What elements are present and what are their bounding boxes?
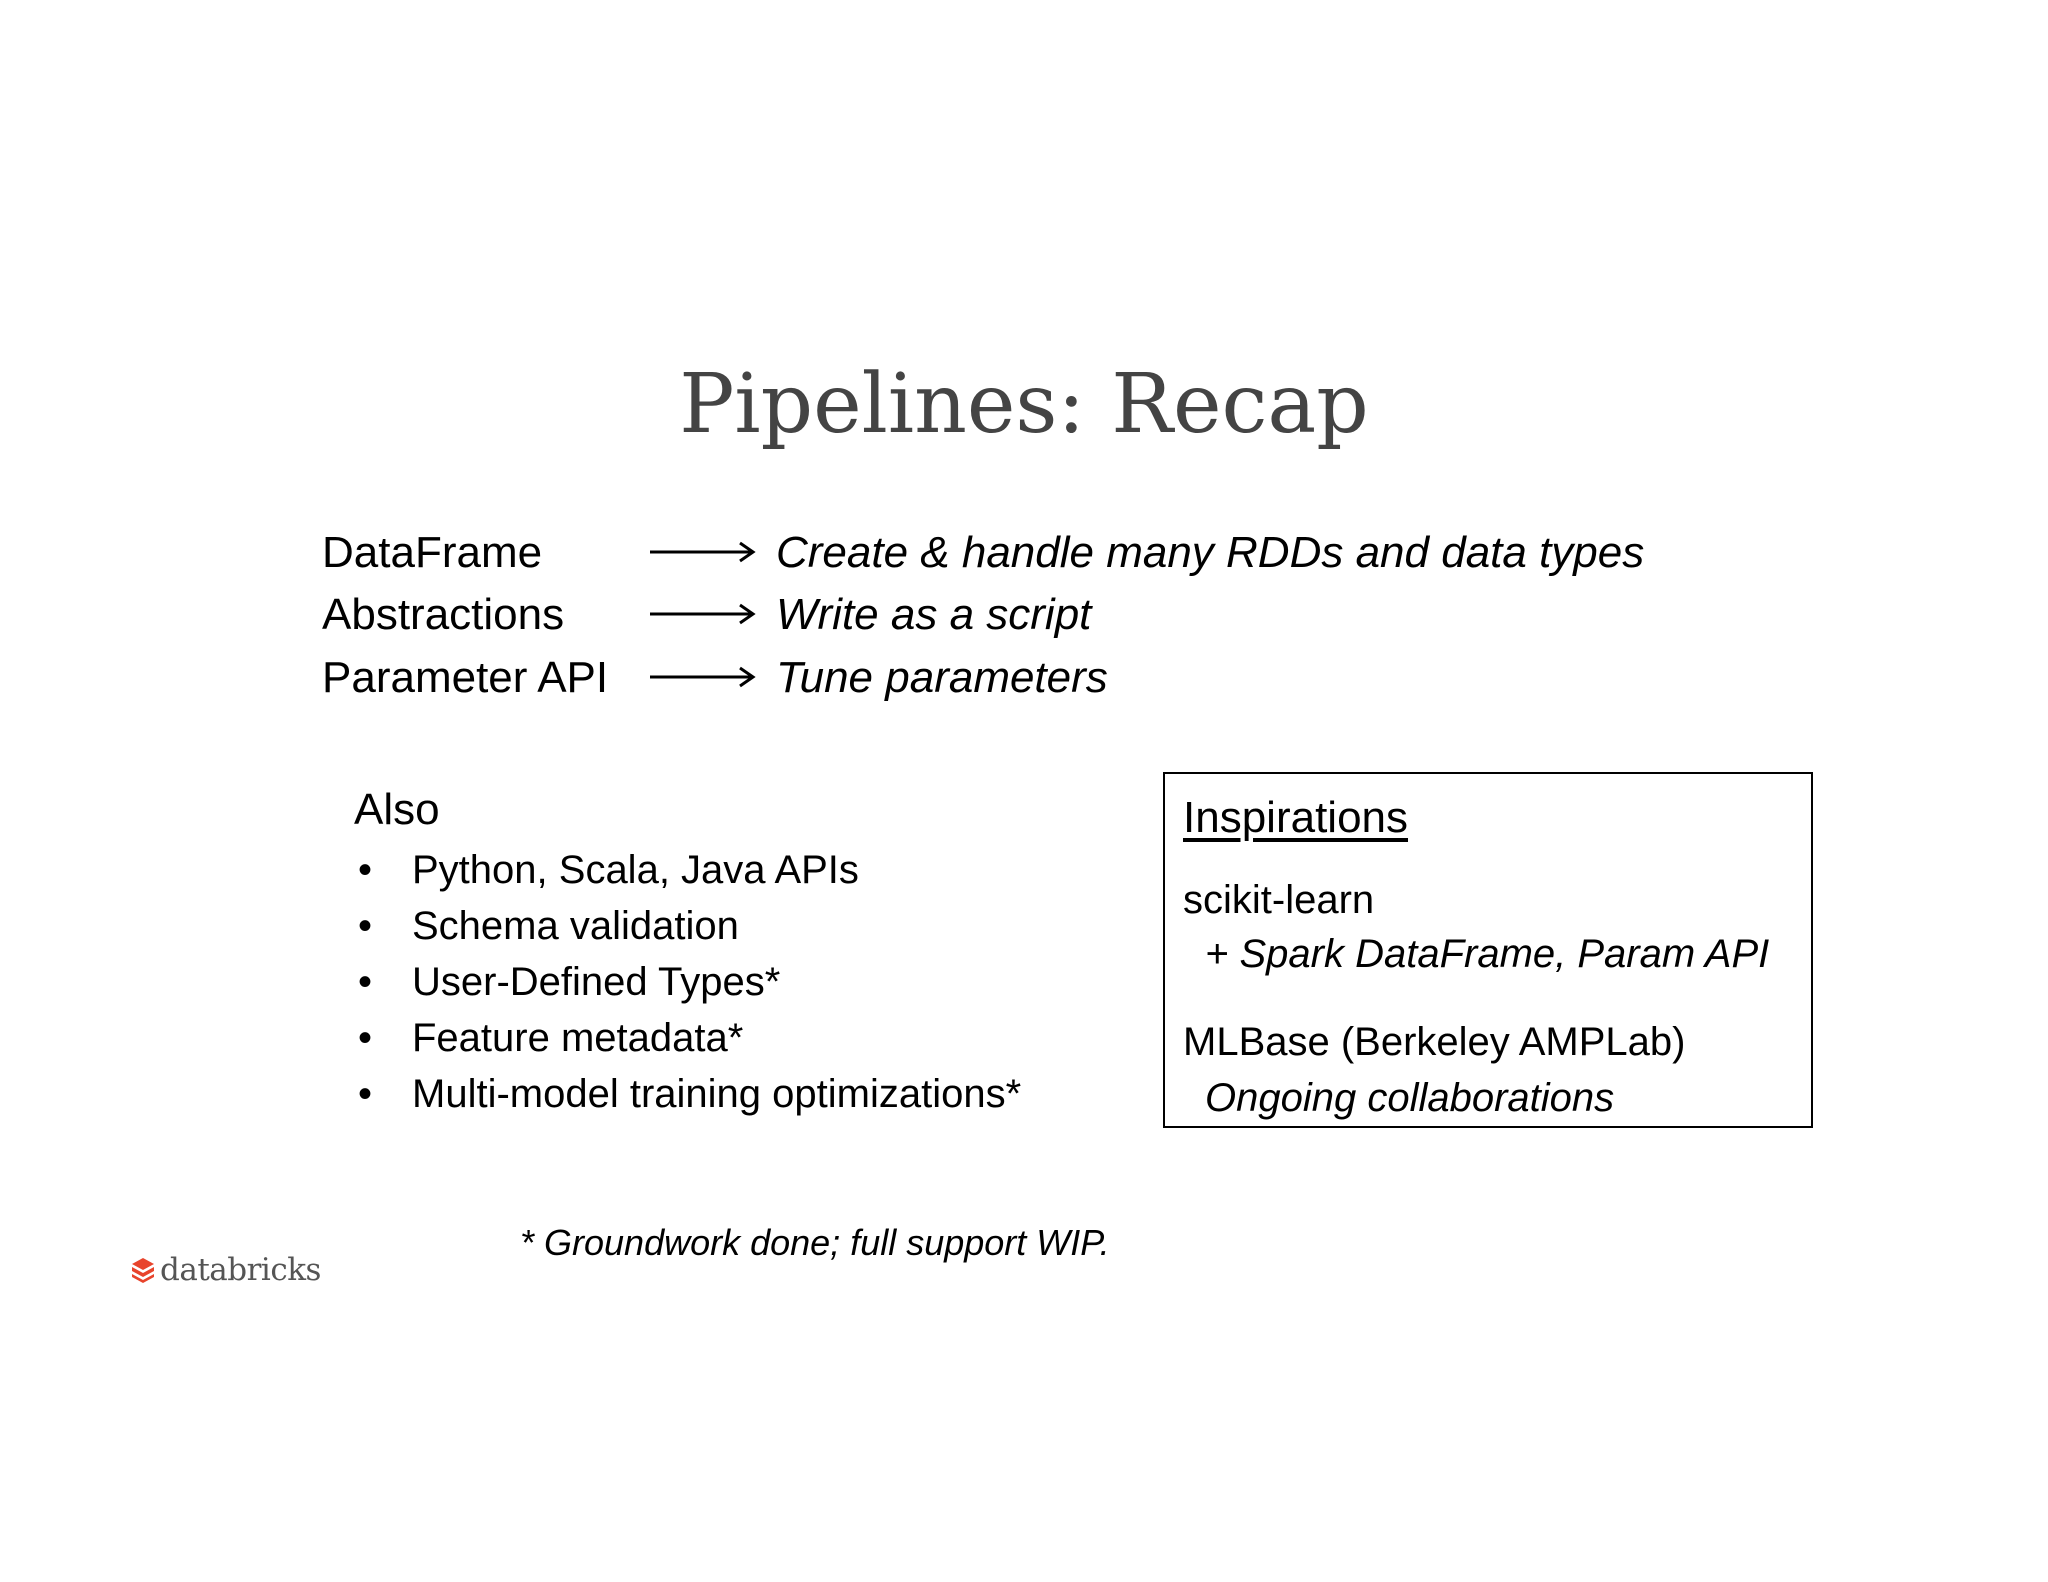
mapping-row-parameter-api [322, 648, 1822, 708]
databricks-logo [130, 1250, 321, 1290]
right-arrow-icon [648, 662, 758, 692]
databricks-logo-icon [130, 1256, 156, 1284]
list-item [354, 954, 1021, 1010]
list-item-text: Multi-model training optimizations* [412, 1072, 1022, 1116]
right-arrow-icon [648, 537, 758, 567]
mapping-description: Write as a script [776, 590, 1092, 639]
right-arrow-icon [648, 599, 758, 629]
list-item [354, 1010, 1021, 1066]
list-item [354, 842, 1021, 898]
mapping-row-dataframe [322, 523, 1822, 583]
mapping-term: DataFrame [322, 528, 543, 577]
bullet-icon: • [358, 1072, 373, 1116]
inspiration-line: scikit-learn [1183, 878, 1375, 922]
inspirations-heading: Inspirations [1183, 793, 1409, 842]
bullet-icon: • [358, 848, 373, 892]
mapping-description: Tune parameters [776, 653, 1108, 702]
inspiration-line: Ongoing collaborations [1205, 1076, 1615, 1120]
mapping-description: Create & handle many RDDs and data types [776, 528, 1645, 577]
bullet-icon: • [358, 1016, 373, 1060]
list-item [354, 1066, 1021, 1122]
inspiration-line: + Spark DataFrame, Param API [1205, 932, 1770, 976]
footnote: * Groundwork done; full support WIP. [520, 1222, 1110, 1263]
mapping-row-abstractions [322, 585, 1822, 645]
features-list [354, 842, 1021, 1122]
list-item-text: Schema validation [412, 904, 739, 948]
bullet-icon: • [358, 904, 373, 948]
logo-text: databricks [160, 1252, 321, 1288]
slide-title: Pipelines: Recap [679, 357, 1369, 452]
bullet-icon: • [358, 960, 373, 1004]
list-item-text: Feature metadata* [412, 1016, 744, 1060]
mapping-term: Parameter API [322, 653, 609, 702]
inspiration-line: MLBase (Berkeley AMPLab) [1183, 1020, 1686, 1064]
mapping-term: Abstractions [322, 590, 565, 639]
list-item [354, 898, 1021, 954]
list-item-text: Python, Scala, Java APIs [412, 848, 859, 892]
also-heading: Also [354, 785, 440, 834]
inspirations-box [1163, 772, 1813, 1128]
list-item-text: User-Defined Types* [412, 960, 781, 1004]
